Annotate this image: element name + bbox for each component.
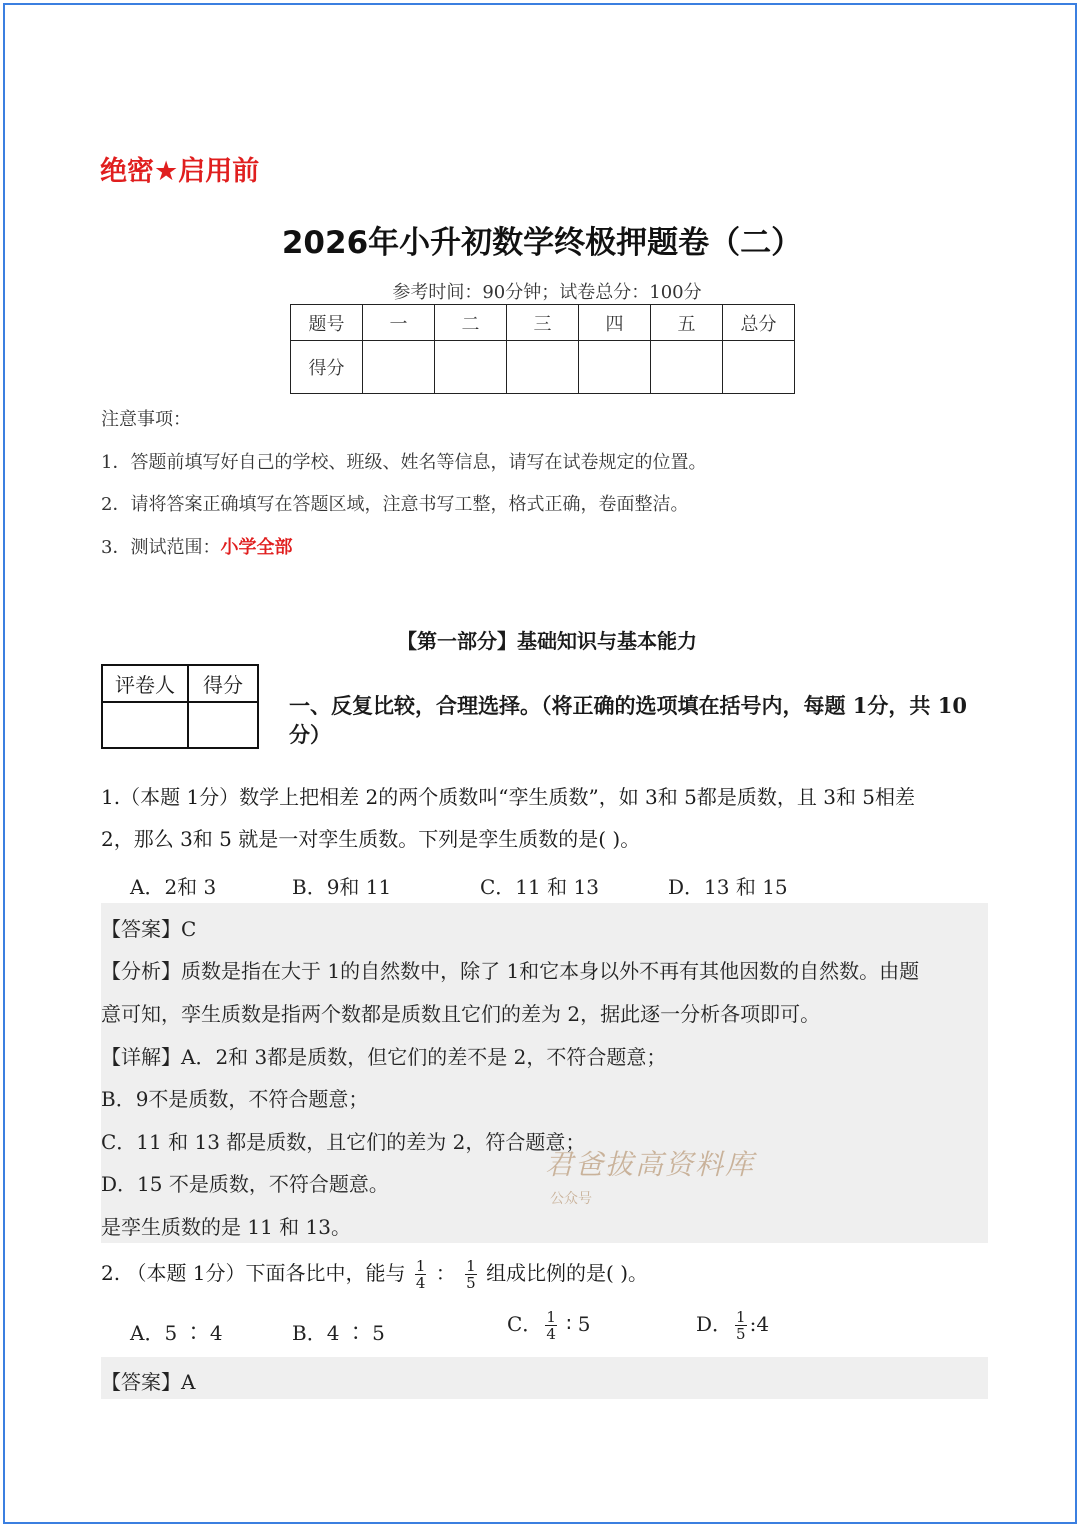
fraction-one-fifth: $\frac{1}{5}$ (736, 1308, 746, 1343)
q2-colon: ： (435, 1261, 456, 1285)
q2-option-b: B．4 ∶ 5 (292, 1321, 385, 1345)
score-cell[interactable] (507, 341, 579, 394)
q2-line (101, 1251, 1001, 1295)
score-cell[interactable] (723, 341, 795, 394)
fraction-one-quarter: $\frac{1}{4}$ (546, 1308, 556, 1343)
q2-option-d: D． $\frac{1}{5}$ :4 (696, 1308, 770, 1343)
q2-prefix: 2. （本题 1分）下面各比中，能与 (101, 1261, 406, 1285)
q2-option-c: C． $\frac{1}{4}$ ∶ 5 (507, 1308, 591, 1343)
score-cell[interactable] (363, 341, 435, 394)
notes-title: 注意事项： (101, 409, 191, 430)
q1-detail: B．9不是质数，不符合题意； (101, 1087, 369, 1111)
score-table-col: 三 (507, 305, 579, 341)
score-table (290, 304, 795, 394)
exam-title: 2026年小升初数学终极押题卷（二） (281, 225, 803, 261)
score-table-col: 一 (363, 305, 435, 341)
q2-option-a: A．5 ∶ 4 (130, 1321, 223, 1345)
q1-line: 1.（本题 1分）数学上把相差 2的两个质数叫“孪生质数”，如 3和 5都是质数，且 3和 5相差 (101, 785, 916, 809)
grader-label: 评卷人 (102, 665, 188, 702)
q1-answer: 【答案】C (101, 917, 197, 941)
score-cell[interactable] (579, 341, 651, 394)
q1-option-a: A．2和 3 (130, 875, 217, 899)
grader-score-label: 得分 (188, 665, 258, 702)
q1-line: 2，那么 3和 5 就是一对孪生质数。下列是孪生质数的是( )。 (101, 827, 641, 851)
part-title: 【第一部分】基础知识与基本能力 (397, 629, 697, 653)
q1-option-d: D．13 和 15 (668, 875, 788, 899)
grader-cell[interactable] (102, 702, 188, 748)
q1-analysis: 【分析】质数是指在大于 1的自然数中，除了 1和它本身以外不再有其他因数的自然数。由题 (101, 959, 920, 983)
score-table-row-label: 得分 (291, 341, 363, 394)
q1-detail: 是孪生质数的是 11 和 13。 (101, 1215, 351, 1239)
watermark-text: 君爸拔高资料库 (545, 1148, 756, 1181)
score-table-col: 五 (651, 305, 723, 341)
fraction-one-quarter: $\frac{1}{4}$ (415, 1257, 426, 1292)
watermark-tag: 公众号 (550, 1191, 592, 1207)
score-table-header: 题号 (291, 305, 363, 341)
q1-option-c: C．11 和 13 (480, 875, 599, 899)
q2-answer-box (101, 1357, 988, 1399)
score-table-col: 四 (579, 305, 651, 341)
note-item: 1．答题前填写好自己的学校、班级、姓名等信息，请写在试卷规定的位置。 (101, 452, 707, 473)
exam-page (3, 3, 1077, 1524)
score-cell[interactable] (651, 341, 723, 394)
note-item: 2．请将答案正确填写在答题区域，注意书写工整，格式正确，卷面整洁。 (101, 494, 689, 515)
fraction-one-fifth: $\frac{1}{5}$ (466, 1257, 476, 1292)
q1-option-b: B．9和 11 (292, 875, 392, 899)
q1-detail: C．11 和 13 都是质数，且它们的差为 2，符合题意； (101, 1130, 586, 1154)
score-table-col: 总分 (723, 305, 795, 341)
confidential-stamp: 绝密★启用前 (100, 156, 260, 187)
q1-analysis: 意可知，孪生质数是指两个数都是质数且它们的差为 2，据此逐一分析各项即可。 (101, 1002, 821, 1026)
section-heading: 一、反复比较，合理选择。（将正确的选项填在括号内，每题 1分，共 10分） (289, 693, 967, 747)
score-table-col: 二 (435, 305, 507, 341)
exam-subtitle: 参考时间：90分钟；试卷总分：100分 (392, 282, 702, 303)
q2-answer: 【答案】A (101, 1370, 196, 1394)
score-cell[interactable] (435, 341, 507, 394)
q2-suffix: 组成比例的是( )。 (486, 1261, 649, 1285)
q1-detail: D．15 不是质数，不符合题意。 (101, 1172, 389, 1196)
grader-table (101, 664, 259, 749)
note-item (101, 533, 292, 559)
note-item-prefix: 3．测试范围： (101, 537, 221, 558)
test-scope: 小学全部 (220, 537, 293, 558)
q1-detail: 【详解】A．2和 3都是质数，但它们的差不是 2，不符合题意； (101, 1045, 667, 1069)
grader-score-cell[interactable] (188, 702, 258, 748)
